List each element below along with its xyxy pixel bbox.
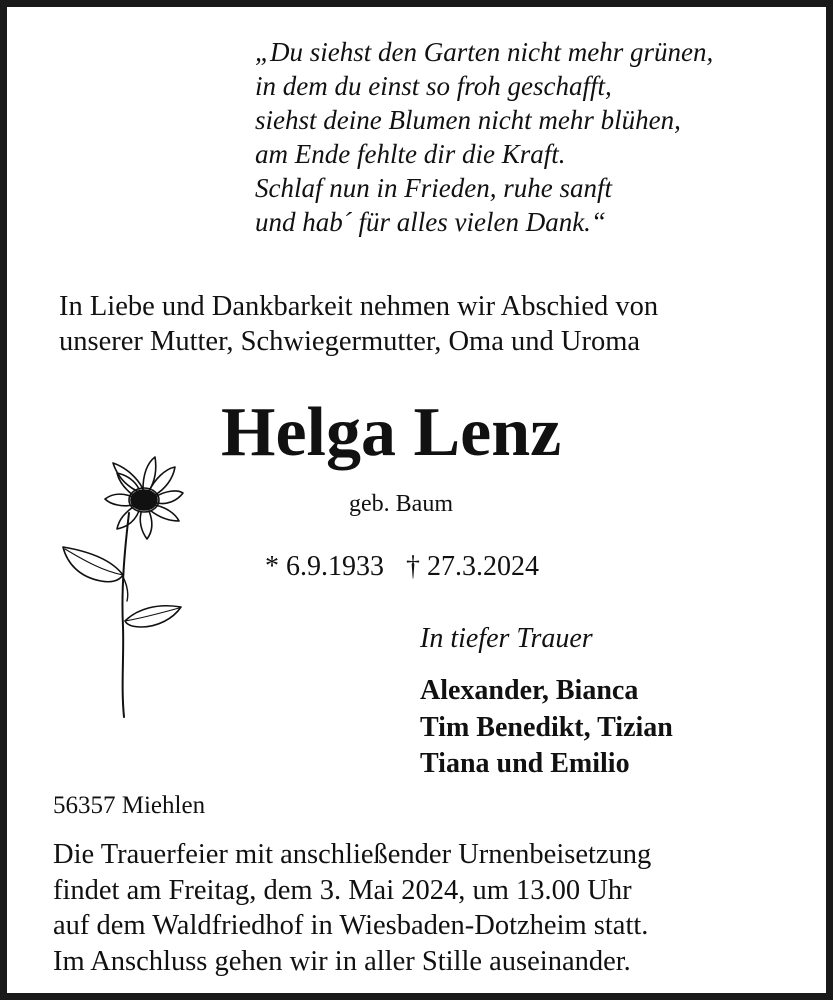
funeral-line: Die Trauerfeier mit anschließender Urnenbeisetzung — [53, 839, 652, 870]
funeral-line: Im Anschluss gehen wir in aller Stille auseinander. — [53, 945, 631, 977]
poem-line: und hab´ für alles vielen Dank.“ — [255, 207, 606, 237]
deceased-name: Helga Lenz — [221, 394, 562, 471]
sunflower-icon — [51, 447, 191, 727]
mourner-line: Alexander, Bianca — [420, 675, 639, 706]
intro-text — [59, 289, 799, 359]
life-dates — [265, 549, 539, 585]
mourner-line: Tiana und Emilio — [420, 748, 630, 779]
intro-line: unserer Mutter, Schwiegermutter, Oma und Uroma — [59, 326, 641, 357]
poem-line: Schlaf nun in Frieden, ruhe sanft — [255, 173, 612, 203]
poem-line: in dem du einst so froh geschafft, — [255, 71, 612, 101]
mourners-list — [420, 673, 673, 783]
place-of-residence: 56357 Miehlen — [53, 792, 206, 819]
intro-line: In Liebe und Dankbarkeit nehmen wir Abschied von — [59, 291, 659, 322]
mourning-heading: In tiefer Trauer — [420, 623, 593, 654]
funeral-line: auf dem Waldfriedhof in Wiesbaden-Dotzheim statt. — [53, 910, 649, 941]
poem-line: am Ende fehlte dir die Kraft. — [255, 139, 566, 169]
mourner-line: Tim Benedikt, Tizian — [420, 711, 673, 743]
funeral-line: findet am Freitag, dem 3. Mai 2024, um 13.00 Uhr — [53, 874, 632, 906]
poem-line: „Du siehst den Garten nicht mehr grünen, — [255, 37, 714, 67]
poem — [255, 35, 815, 239]
funeral-info — [53, 837, 813, 979]
death-date: † 27.3.2024 — [406, 551, 539, 582]
poem-line: siehst deine Blumen nicht mehr blühen, — [255, 105, 681, 135]
birth-date: * 6.9.1933 — [265, 551, 384, 582]
maiden-name: geb. Baum — [349, 491, 453, 517]
